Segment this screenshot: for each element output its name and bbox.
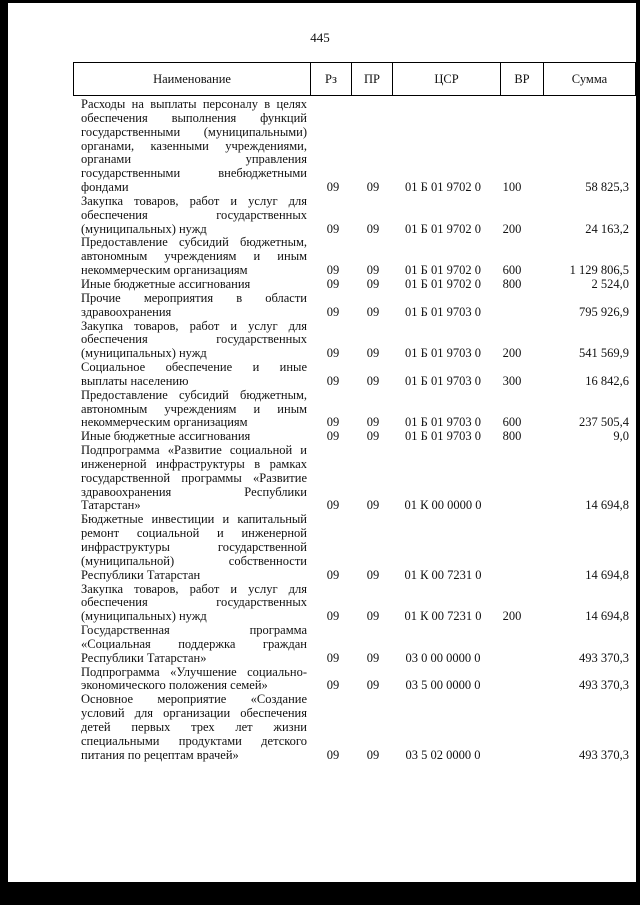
row-name-line: ремонт социальной и инженерной — [81, 526, 307, 541]
row-name-line: Иные бюджетные ассигнования — [81, 429, 251, 444]
row-rz: 09 — [326, 650, 340, 665]
row-name-line: «Социальная поддержка граждан — [81, 636, 307, 651]
row-name — [81, 236, 307, 278]
row-name-line: Подпрограмма «Улучшение социально- — [81, 664, 307, 679]
table-row — [81, 389, 636, 431]
row-csr: 01 К 00 7231 0 — [404, 567, 482, 582]
row-csr: 01 Б 01 9703 0 — [405, 429, 481, 444]
row-name-line: выплаты населению — [81, 373, 189, 388]
row-name — [81, 513, 307, 582]
row-rz: 09 — [326, 276, 340, 291]
row-name — [81, 444, 307, 513]
row-name — [81, 361, 307, 389]
table-row — [81, 195, 636, 237]
table-row — [81, 430, 636, 444]
row-sum: 14 694,8 — [585, 609, 629, 624]
row-vr: 300 — [502, 373, 522, 388]
table-row — [81, 292, 636, 320]
table-row — [81, 513, 636, 582]
table-row — [81, 361, 636, 389]
row-name-line: обеспечения государственных — [81, 207, 307, 222]
row-vr: 200 — [502, 346, 522, 361]
row-sum: 237 505,4 — [579, 415, 629, 430]
row-name-line: Предоставление субсидий бюджетным, — [81, 387, 307, 402]
header-csr: ЦСР — [393, 63, 501, 95]
row-name-line: государственными (муниципальными) — [81, 124, 307, 139]
row-vr: 100 — [502, 180, 522, 195]
row-name-line: автономным учреждениям и иным — [81, 401, 307, 416]
row-sum: 493 370,3 — [579, 678, 629, 693]
row-name-line: (муниципальных) нужд — [81, 346, 207, 361]
row-rz: 09 — [326, 415, 340, 430]
table-header — [73, 62, 636, 96]
row-pr: 09 — [366, 567, 380, 582]
row-name-line: Бюджетные инвестиции и капитальный — [81, 512, 307, 527]
row-csr: 01 К 00 7231 0 — [404, 609, 482, 624]
row-pr: 09 — [366, 346, 380, 361]
row-sum: 16 842,6 — [585, 373, 629, 388]
table-body — [81, 98, 636, 763]
row-rz: 09 — [326, 567, 340, 582]
table-row — [81, 444, 636, 513]
row-name-line: некоммерческим организациям — [81, 415, 248, 430]
row-name-line: Республики Татарстан — [81, 567, 201, 582]
row-name-line: здравоохранения Республики — [81, 484, 307, 499]
row-csr: 01 Б 01 9702 0 — [405, 276, 481, 291]
table-row — [81, 693, 636, 762]
table-row — [81, 320, 636, 362]
row-name-line: Закупка товаров, работ и услуг для — [81, 581, 307, 596]
row-name-line: здравоохранения — [81, 304, 172, 319]
header-sum: Сумма — [571, 71, 608, 86]
row-name-line: (муниципальных) нужд — [81, 221, 207, 236]
row-pr: 09 — [366, 221, 380, 236]
row-rz: 09 — [326, 263, 340, 278]
row-name — [81, 624, 307, 666]
row-name — [81, 278, 307, 292]
row-sum: 58 825,3 — [585, 180, 629, 195]
table-row — [81, 278, 636, 292]
row-sum: 2 524,0 — [591, 276, 629, 291]
row-name — [81, 292, 307, 320]
row-csr: 01 Б 01 9703 0 — [405, 415, 481, 430]
row-name-line: обеспечения государственных — [81, 595, 307, 610]
row-csr: 01 К 00 0000 0 — [404, 498, 482, 513]
row-name-line: фондами — [81, 180, 129, 195]
row-csr: 01 Б 01 9703 0 — [405, 346, 481, 361]
row-name-line: условий для организации обеспечения — [81, 706, 307, 721]
row-rz: 09 — [326, 498, 340, 513]
row-name-line: государственными внебюджетными — [81, 166, 307, 181]
table-row — [81, 583, 636, 625]
row-rz: 09 — [326, 747, 340, 762]
row-pr: 09 — [366, 276, 380, 291]
row-csr: 01 Б 01 9702 0 — [405, 180, 481, 195]
row-name — [81, 320, 307, 362]
row-name-line: (муниципальной) собственности — [81, 553, 307, 568]
row-csr: 01 Б 01 9703 0 — [405, 373, 481, 388]
row-name-line: Государственная программа — [81, 623, 307, 638]
row-csr: 03 0 00 0000 0 — [405, 650, 481, 665]
row-name-line: Расходы на выплаты персоналу в целях — [81, 97, 307, 111]
row-name-line: некоммерческим организациям — [81, 263, 248, 278]
row-rz: 09 — [326, 346, 340, 361]
row-name-line: экономического положения семей» — [81, 678, 268, 693]
row-csr: 01 Б 01 9702 0 — [405, 263, 481, 278]
scan-border-left — [0, 0, 8, 905]
row-pr: 09 — [366, 180, 380, 195]
scan-border-bottom — [0, 882, 640, 905]
row-name — [81, 98, 307, 195]
row-name-line: инфраструктуры государственной — [81, 540, 307, 554]
row-pr: 09 — [366, 650, 380, 665]
row-name — [81, 389, 307, 431]
row-sum: 14 694,8 — [585, 498, 629, 513]
row-csr: 01 Б 01 9702 0 — [405, 221, 481, 236]
row-sum: 14 694,8 — [585, 567, 629, 582]
row-name — [81, 666, 307, 694]
row-rz: 09 — [326, 678, 340, 693]
row-sum: 493 370,3 — [579, 747, 629, 762]
row-name-line: Предоставление субсидий бюджетным, — [81, 235, 307, 250]
row-name-line: Татарстан» — [81, 498, 141, 513]
table-row — [81, 624, 636, 666]
row-rz: 09 — [326, 609, 340, 624]
row-name-line: Республики Татарстан» — [81, 650, 207, 665]
row-pr: 09 — [366, 304, 380, 319]
row-name — [81, 693, 307, 762]
row-name-line: органами, казенными учреждениями, — [81, 138, 307, 153]
row-name-line: обеспечения государственных — [81, 332, 307, 347]
row-pr: 09 — [366, 609, 380, 624]
row-csr: 01 Б 01 9703 0 — [405, 304, 481, 319]
row-pr: 09 — [366, 429, 380, 444]
row-vr: 200 — [502, 609, 522, 624]
row-sum: 1 129 806,5 — [569, 263, 629, 278]
header-rz: Рз — [311, 63, 352, 95]
row-name-line: Закупка товаров, работ и услуг для — [81, 193, 307, 208]
row-pr: 09 — [366, 415, 380, 430]
row-rz: 09 — [326, 429, 340, 444]
row-rz: 09 — [326, 221, 340, 236]
row-name-line: Подпрограмма «Развитие социальной и — [81, 443, 307, 458]
scan-border-right — [636, 0, 640, 905]
row-name-line: Иные бюджетные ассигнования — [81, 276, 251, 291]
row-name-line: Социальное обеспечение и иные — [81, 360, 307, 375]
row-name-line: (муниципальных) нужд — [81, 609, 207, 624]
row-rz: 09 — [326, 304, 340, 319]
row-name — [81, 430, 307, 444]
row-name-line: инженерной инфраструктуры в рамках — [81, 456, 307, 471]
row-name-line: государственной программы «Развитие — [81, 470, 307, 485]
row-vr: 600 — [502, 415, 522, 430]
row-name-line: Основное мероприятие «Создание — [81, 692, 307, 707]
table-row — [81, 666, 636, 694]
row-sum: 24 163,2 — [585, 221, 629, 236]
row-name-line: питания по рецептам врачей» — [81, 747, 239, 762]
row-name-line: детей первых трех лет жизни — [81, 719, 307, 734]
row-pr: 09 — [366, 498, 380, 513]
row-sum: 493 370,3 — [579, 650, 629, 665]
table-row — [81, 236, 636, 278]
row-name-line: автономным учреждениям и иным — [81, 249, 307, 264]
header-name: Наименование — [74, 63, 311, 95]
row-rz: 09 — [326, 180, 340, 195]
row-name-line: органами управления — [81, 152, 307, 167]
row-vr: 800 — [502, 276, 522, 291]
row-sum: 9,0 — [613, 429, 629, 444]
row-name-line: обеспечения выполнения функций — [81, 110, 307, 125]
page-number: 445 — [310, 30, 330, 45]
row-pr: 09 — [366, 747, 380, 762]
table-row — [81, 98, 636, 195]
row-vr: 800 — [502, 429, 522, 444]
row-pr: 09 — [366, 263, 380, 278]
row-pr: 09 — [366, 678, 380, 693]
row-name-line: Прочие мероприятия в области — [81, 290, 307, 305]
row-csr: 03 5 00 0000 0 — [405, 678, 481, 693]
row-name — [81, 195, 307, 237]
row-sum: 541 569,9 — [579, 346, 629, 361]
row-sum: 795 926,9 — [579, 304, 629, 319]
row-pr: 09 — [366, 373, 380, 388]
header-pr: ПР — [352, 63, 393, 95]
row-name-line: Закупка товаров, работ и услуг для — [81, 318, 307, 333]
row-vr: 600 — [502, 263, 522, 278]
scan-border-top — [0, 0, 640, 3]
row-name-line: специальными продуктами детского — [81, 733, 307, 748]
header-vr: ВР — [501, 63, 544, 95]
row-name — [81, 583, 307, 625]
row-csr: 03 5 02 0000 0 — [405, 747, 481, 762]
row-vr: 200 — [502, 221, 522, 236]
row-rz: 09 — [326, 373, 340, 388]
